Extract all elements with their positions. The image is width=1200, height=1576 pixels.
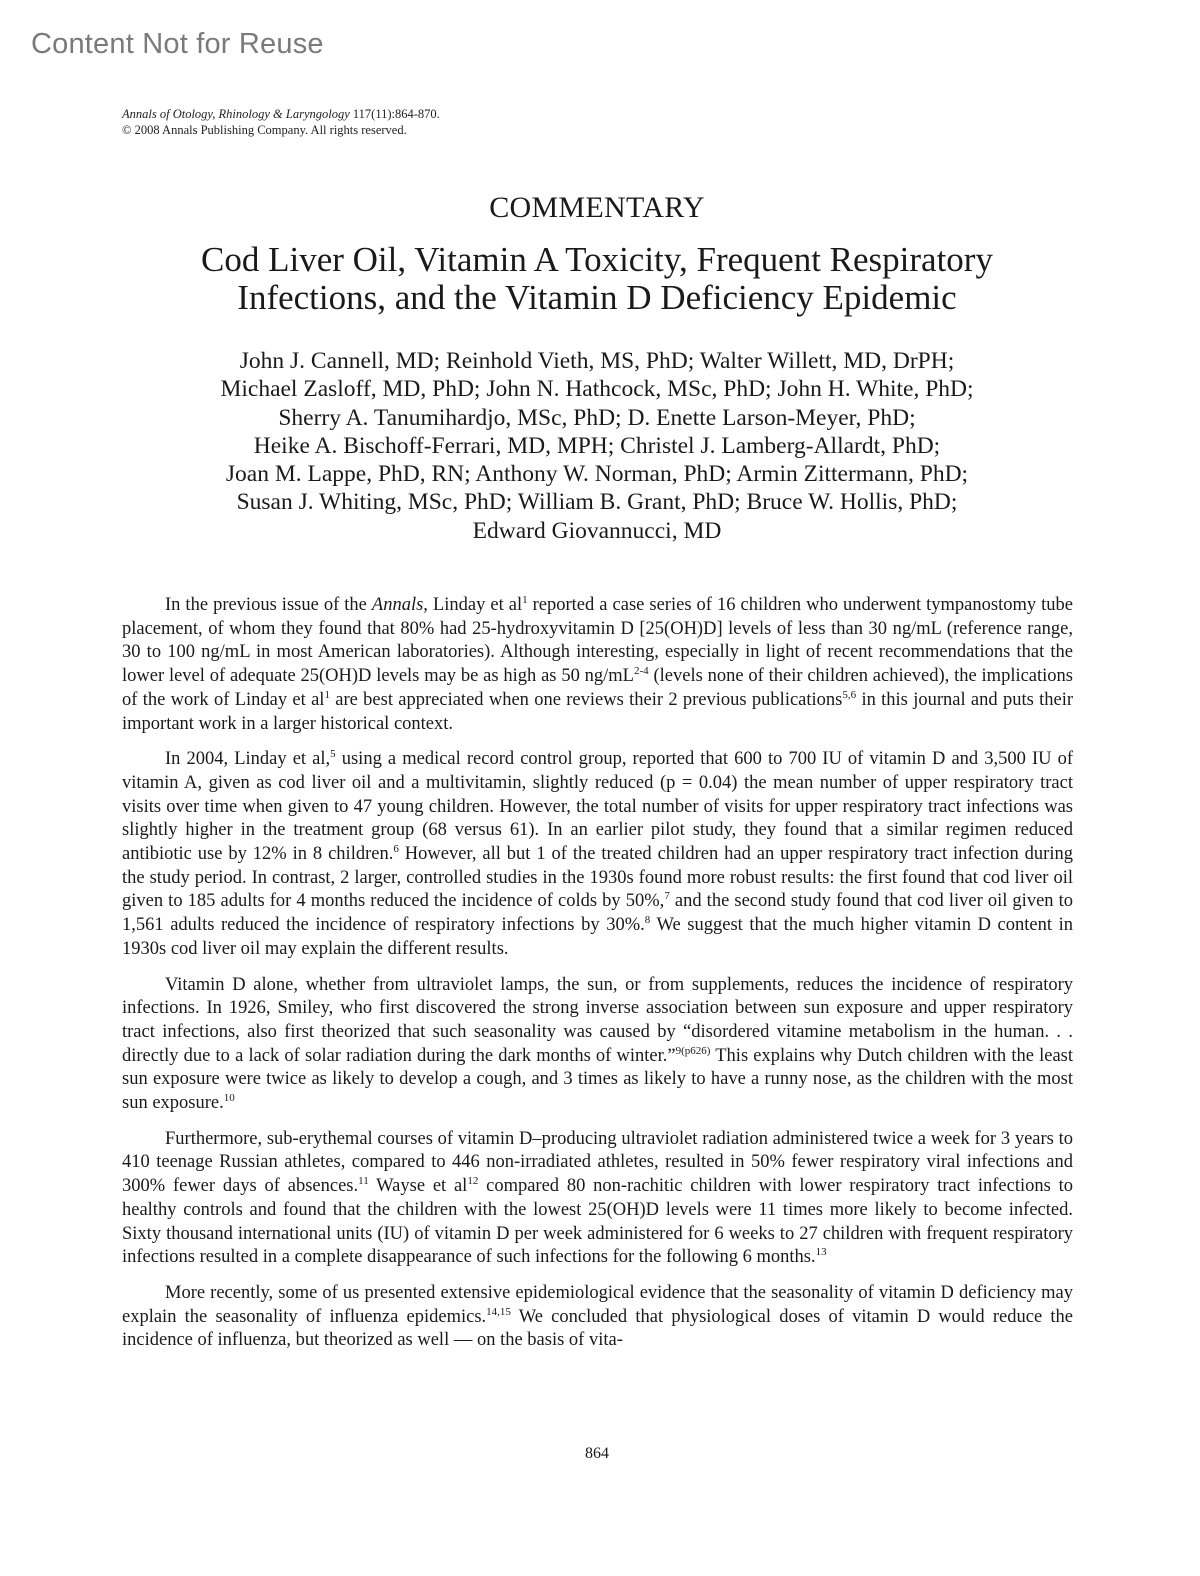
body-paragraph [122, 974, 1073, 1116]
paragraph-text: In the previous issue of the [165, 595, 372, 615]
paragraph-text: reported a case series of 16 children who underwent tympanostomy tube placement, of whom they found that 80% had 25-hydroxyvitamin D [25(OH)D] levels of less than 30 ng/mL (reference range, 30 to 100 ng/mL in most American laboratories). Although interesting, especially in light of recent recommendations that the lower level of adequate 25(OH)D levels may be as high as 50 ng/mL [122, 595, 1073, 687]
citation-superscript: 10 [223, 1092, 235, 1105]
author-line: John J. Cannell, MD; Reinhold Vieth, MS, PhD; Walter Willett, MD, DrPH; [239, 348, 955, 374]
italic-text: Annals [371, 595, 424, 615]
citation-superscript: 2-4 [633, 665, 649, 678]
paragraph-text: in this journal and puts their important work in a larger historical context. [122, 689, 1073, 734]
paragraph-text: We concluded that physiological doses of vitamin D would reduce the incidence of influenza, but theorized as well — on the basis of vita- [122, 1306, 1073, 1351]
citation-superscript: 11 [358, 1175, 369, 1188]
journal-volume-pages: 117(11):864-870. [352, 107, 440, 121]
journal-name: Annals of Otology, Rhinology & Laryngology [122, 107, 350, 121]
journal-citation-line [122, 106, 440, 122]
author-line: Michael Zasloff, MD, PhD; John N. Hathcock, MSc, PhD; John H. White, PhD; [220, 376, 974, 403]
citation-superscript: 1 [324, 688, 330, 701]
paragraph-text: More recently, some of us presented extensive epidemiological evidence that the seasonality of vitamin D deficiency may explain the seasonality of influenza epidemics. [122, 1282, 1073, 1327]
paragraph-text: We suggest that the much higher vitamin D content in 1930s cod liver oil may explain the different results. [122, 915, 1073, 959]
page-number: 864 [585, 1445, 609, 1462]
copyright-notice: © 2008 Annals Publishing Company. All rights reserved. [122, 123, 407, 137]
body-paragraph [122, 1282, 1073, 1353]
body-paragraph [122, 748, 1073, 961]
paragraph-text: , Linday et al [423, 595, 523, 615]
author-list [150, 347, 1044, 545]
citation-superscript: 1 [522, 594, 528, 606]
citation-superscript: 5,6 [842, 688, 857, 701]
author-line: Susan J. Whiting, MSc, PhD; William B. Grant, PhD; Bruce W. Hollis, PhD; [236, 489, 958, 516]
section-label: COMMENTARY [489, 191, 705, 224]
author-line: Edward Giovannucci, MD [472, 517, 722, 544]
citation-superscript: 14,15 [486, 1305, 511, 1318]
citation-superscript: 6 [393, 843, 399, 856]
article-title-line: Infections, and the Vitamin D Deficiency Epidemic [237, 278, 957, 317]
paragraph-text: Furthermore, sub-erythemal courses of vitamin D–producing ultraviolet radiation administered twice a week for 3 years to 410 teenage Russian athletes, compared to 446 non-irradiated athletes, resulted in 50% fewer respiratory viral infections and 300% fewer days of absences. [122, 1128, 1073, 1197]
citation-superscript: 13 [815, 1246, 827, 1259]
paragraph-text: using a medical record control group, reported that 600 to 700 IU of vitamin D and 3,500 IU of vitamin A, given as cod liver oil and a multivitamin, slightly reduced (p = 0.04) the mean number of upper respiratory tract visits over time when given to 47 young children. However, the total number of visits for upper respiratory tract infections was slightly higher in the treatment group (68 versus 61). In an earlier pilot study, they found that a similar regimen reduced antibiotic use by 12% in 8 children. [122, 749, 1073, 865]
article-title-line: Cod Liver Oil, Vitamin A Toxicity, Frequent Respiratory [201, 240, 993, 279]
journal-citation-block [122, 106, 440, 138]
paragraph-text: However, all but 1 of the treated children had an upper respiratory tract infection during the study period. In contrast, 2 larger, controlled studies in the 1930s found more robust results: the first found that cod liver oil given to 185 adults for 4 months reduced the incidence of colds by 50%, [122, 844, 1073, 912]
author-line: Joan M. Lappe, PhD, RN; Anthony W. Norman, PhD; Armin Zittermann, PhD; [225, 461, 969, 488]
body-paragraph [122, 594, 1073, 736]
paragraph-text: and the second study found that cod liver oil given to 1,561 adults reduced the incidence of respiratory infections by 30%. [122, 891, 1074, 936]
citation-superscript: 12 [467, 1175, 479, 1188]
body-paragraph [122, 1128, 1073, 1270]
citation-superscript: 5 [330, 748, 336, 761]
article-body [122, 594, 1073, 1365]
author-line: Sherry A. Tanumihardjo, MSc, PhD; D. Enette Larson-Meyer, PhD; [278, 404, 916, 431]
citation-superscript: 8 [644, 914, 651, 927]
paragraph-text: In 2004, Linday et al, [165, 749, 331, 770]
paragraph-text: are best appreciated when one reviews their 2 previous publications [329, 689, 843, 710]
paragraph-text: Wayse et al [368, 1176, 468, 1197]
citation-superscript: 9(p626) [675, 1044, 711, 1057]
paragraph-text: Vitamin D alone, whether from ultraviolet lamps, the sun, or from supplements, reduces the incidence of respiratory infections. In 1926, Smiley, who first discovered the strong inverse association between sun exposure and upper respiratory tract infections, also first theorized that such seasonality was caused by “disordered vitamine metabolism in the human. . . directly due to a lack of solar radiation during the dark months of winter.” [122, 974, 1073, 1066]
citation-superscript: 7 [664, 890, 670, 903]
paragraph-text: compared 80 non-rachitic children with lower respiratory tract infections to healthy controls and found that the children with the lowest 25(OH)D levels were 11 times more likely to become infected. Sixty thousand international units (IU) of vitamin D per week administered for 6 weeks to 27 children with frequent respiratory infections resulted in a complete disappearance of such infections for the following 6 months. [122, 1176, 1073, 1268]
paragraph-text: This explains why Dutch children with the least sun exposure were twice as likely to develop a cough, and 3 times as likely to have a runny nose, as the children with the most sun exposure. [122, 1045, 1073, 1114]
article-title [150, 241, 1044, 317]
paragraph-text: (levels none of their children achieved), the implications of the work of Linday et al [122, 666, 1073, 710]
author-line: Heike A. Bischoff-Ferrari, MD, MPH; Christel J. Lamberg-Allardt, PhD; [253, 432, 941, 459]
watermark-text: Content Not for Reuse [31, 28, 324, 60]
